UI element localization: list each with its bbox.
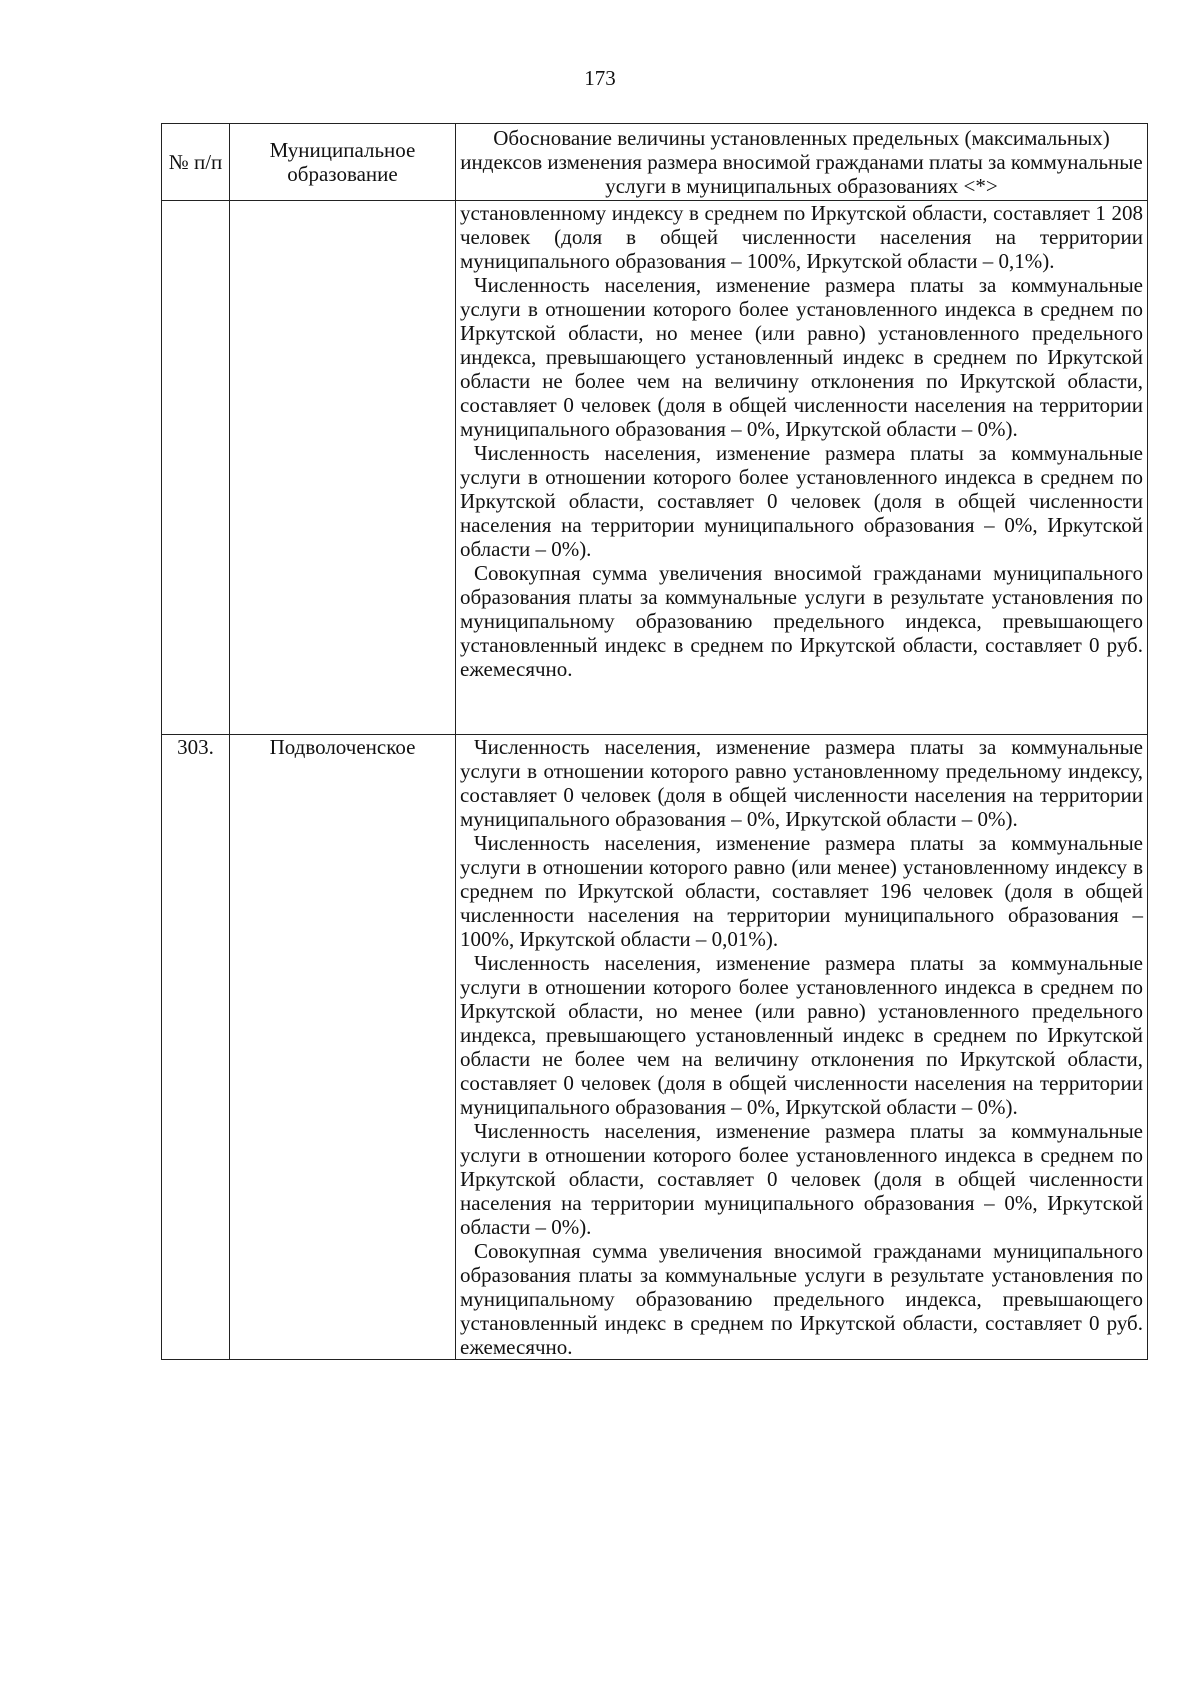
justification-paragraph: Совокупная сумма увеличения вносимой гражданами муниципального образования платы за коммунальные услуги в результате установления по муниципальному образованию предельного индекса, превышающего установленный индекс в среднем по Иркутской области, составляет 0 руб. ежемесячно. — [460, 1239, 1143, 1359]
row-number — [162, 201, 230, 735]
justification-paragraph: Численность населения, изменение размера платы за коммунальные услуги в отношении которого более установленного индекса в среднем по Иркутской области, составляет 0 человек (доля в общей численности населения на территории муниципального образования – 0%, Иркутской области – 0%). — [460, 1119, 1143, 1239]
row-municipality — [230, 201, 456, 735]
justification-paragraph: Численность населения, изменение размера платы за коммунальные услуги в отношении которого более установленного индекса в среднем по Иркутской области, но менее (или равно) установленного предельного индекса, превышающего установленный индекс в среднем по Иркутской области не более чем на величину отклонения по Иркутской области, составляет 0 человек (доля в общей численности населения на территории муниципального образования – 0%, Иркутской области – 0%). — [460, 273, 1143, 441]
row-number: 303. — [162, 735, 230, 1360]
justification-paragraph: Численность населения, изменение размера платы за коммунальные услуги в отношении которого более установленного индекса в среднем по Иркутской области, составляет 0 человек (доля в общей численности населения на территории муниципального образования – 0%, Иркутской области – 0%). — [460, 441, 1143, 561]
table-row — [162, 201, 1148, 735]
header-municipality: Муниципальное образование — [230, 124, 456, 201]
justification-paragraph: Численность населения, изменение размера платы за коммунальные услуги в отношении которого равно (или менее) установленному индексу в среднем по Иркутской области, составляет 196 человек (доля в общей численности населения на территории муниципального образования – 100%, Иркутской области – 0,01%). — [460, 831, 1143, 951]
header-justification: Обоснование величины установленных предельных (максимальных) индексов изменения размера вносимой гражданами платы за коммунальные услуги в муниципальных образованиях <*> — [456, 124, 1148, 201]
header-number: № п/п — [162, 124, 230, 201]
tariff-index-table — [161, 123, 1148, 1360]
row-municipality: Подволоченское — [230, 735, 456, 1360]
row-justification — [456, 201, 1148, 735]
justification-paragraph: Численность населения, изменение размера платы за коммунальные услуги в отношении которого равно установленному предельному индексу, составляет 0 человек (доля в общей численности населения на территории муниципального образования – 0%, Иркутской области – 0%). — [460, 735, 1143, 831]
page-number: 173 — [584, 66, 616, 90]
justification-paragraph: установленному индексу в среднем по Иркутской области, составляет 1 208 человек (доля в общей численности населения на территории муниципального образования – 100%, Иркутской области – 0,1%). — [460, 201, 1143, 273]
row-justification — [456, 735, 1148, 1360]
table-header-row — [162, 124, 1148, 201]
justification-paragraph: Численность населения, изменение размера платы за коммунальные услуги в отношении которого более установленного индекса в среднем по Иркутской области, но менее (или равно) установленного предельного индекса, превышающего установленный индекс в среднем по Иркутской области не более чем на величину отклонения по Иркутской области, составляет 0 человек (доля в общей численности населения на территории муниципального образования – 0%, Иркутской области – 0%). — [460, 951, 1143, 1119]
justification-paragraph: Совокупная сумма увеличения вносимой гражданами муниципального образования платы за коммунальные услуги в результате установления по муниципальному образованию предельного индекса, превышающего установленный индекс в среднем по Иркутской области, составляет 0 руб. ежемесячно. — [460, 561, 1143, 681]
table-row — [162, 735, 1148, 1360]
